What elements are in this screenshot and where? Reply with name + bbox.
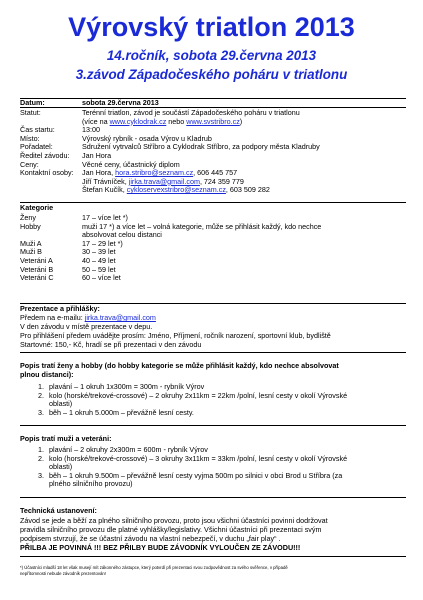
category-name: Hobby	[20, 221, 41, 231]
registration-title: Prezentace a přihlášky:	[20, 304, 100, 313]
category-row	[20, 257, 406, 266]
director-value: Jan Hora	[82, 150, 112, 160]
category-value: muži 17 *) a více let – volná kategorie, může se přihlásit každý, kdo nechce	[82, 221, 322, 231]
item-number: 1.	[38, 445, 44, 454]
statut-row-2	[20, 118, 406, 127]
page-title: Výrovský triatlon 2013	[68, 12, 355, 42]
place-value: Výrovský rybník - osada Výrov u Kladrub	[82, 133, 212, 143]
category-value: 17 – více let *)	[82, 213, 128, 222]
organizer-label: Pořadatel:	[20, 142, 53, 152]
category-row	[20, 248, 406, 257]
divider	[20, 202, 406, 203]
contact-phone: , 603 509 282	[225, 185, 270, 195]
item-text: oblasti)	[49, 462, 73, 472]
item-number: 3.	[38, 470, 44, 480]
contact-phone: , 606 445 757	[193, 168, 238, 178]
item-text: běh – 1 okruh 9.500m – převážně lesní cesty vyjma 500m po silnici v obci Brod u Stříbra (za	[49, 470, 343, 480]
footnote: *) Účastníci mladší 18 let však musejí mít zákonného zástupce, který potvrdí při prezentaci svou zodpovědnost za svého svěřence, v případě	[20, 565, 288, 570]
category-value: 40 – 49 let	[82, 255, 116, 265]
contact-email-link[interactable]: jirka.trava@gmail.com	[128, 176, 200, 186]
contact-person	[82, 186, 270, 195]
category-name: Veteráni A	[20, 255, 53, 265]
statut-label: Statut:	[20, 108, 41, 117]
category-value: 30 – 39 let	[82, 247, 116, 257]
men-course-list	[20, 446, 406, 489]
director-row	[20, 152, 406, 161]
category-name: Muži A	[20, 238, 42, 248]
contact-name: Jiří Trávníček,	[82, 176, 129, 186]
place-label: Místo:	[20, 133, 40, 143]
contact-email-link[interactable]: hora.stribro@seznam.cz	[115, 168, 194, 178]
list-item	[20, 409, 406, 418]
contact-name: Štefan Kučík,	[82, 185, 127, 195]
category-row	[20, 266, 406, 275]
category-name: Veteráni C	[20, 273, 54, 283]
women-course-title: Popis tratí ženy a hobby (do hobby kategorie se může přihlásit každý, kdo nechce absolvovat	[20, 361, 339, 370]
registration-fee: Startovné: 150,- Kč, hradí se při prezentaci v den závodu	[20, 340, 202, 349]
statut-text: (více na	[82, 116, 110, 126]
item-text: kolo (horské/trekové-crossové) – 2 okruhy 2x11km = 22km /polní, lesní cesty v okolí Výrovské	[49, 390, 348, 400]
director-label: Ředitel závodu:	[20, 150, 70, 160]
category-name: Muži B	[20, 247, 42, 257]
item-number: 2.	[38, 453, 44, 463]
categories-list	[20, 214, 406, 283]
category-value: 50 – 59 let	[82, 264, 116, 274]
category-row	[20, 231, 406, 240]
category-row	[20, 240, 406, 249]
contact-name: Jan Hora,	[82, 168, 116, 178]
item-text: běh – 1 okruh 5.000m – převážně lesní cesty.	[49, 407, 194, 417]
prizes-label: Ceny:	[20, 159, 39, 169]
women-course-title-cont: plnou distanci):	[20, 370, 74, 379]
registration-required-info: Pro přihlášení předem uvádějte prosím: Jméno, Příjmení, ročník narození, sportovní klub, bydliště	[20, 331, 331, 340]
start-time-value: 13:00	[82, 125, 100, 135]
divider	[20, 352, 406, 353]
item-text: plavání – 1 okruh 1x300m = 300m - rybník Výrov	[49, 382, 205, 391]
organizer-row	[20, 143, 406, 152]
category-value: 17 – 29 let *)	[82, 238, 123, 248]
statut-text: nebo	[166, 116, 187, 126]
date-label: Datum:	[20, 98, 45, 107]
cup-subtitle: 3.závod Západočeského poháru v triatlonu	[75, 67, 348, 82]
organizer-value: Sdružení vytrvalců Stříbro a Cyklodrak Stříbro, za podpory města Kladruby	[82, 142, 320, 152]
info-table	[20, 109, 406, 195]
registration-onsite: V den závodu v místě prezentace v depu.	[20, 322, 153, 331]
rules-text: Závod se jede a běží za plného silničního provozu, proto jsou všichni účastníci povinni dodržovat	[20, 516, 328, 525]
statut-value: Terénní triatlon, závod je součástí Západočeského poháru v triatlonu	[82, 108, 300, 117]
rules-title: Technická ustanovení:	[20, 506, 97, 515]
start-time-row	[20, 126, 406, 135]
date-value: sobota 29.června 2013	[82, 98, 159, 107]
item-number: 2.	[38, 390, 44, 400]
registration-email-link[interactable]: jirka.trava@gmail.com	[84, 313, 156, 322]
helmet-warning: PŘILBA JE POVINNÁ !!! BEZ PŘILBY BUDE ZÁVODNÍK VYLOUČEN ZE ZÁVODU!!!	[20, 543, 301, 552]
statut-links	[82, 118, 242, 127]
contact-label: Kontaktní osoby:	[20, 168, 74, 178]
statut-text: )	[239, 116, 243, 126]
registration-text: Předem na e-mailu:	[20, 313, 85, 322]
divider	[20, 425, 406, 426]
prizes-value: Věcné ceny, účastnický diplom	[82, 159, 180, 169]
contact-phone: , 724 359 779	[199, 176, 244, 186]
men-course-title: Popis tratí muži a veteráni:	[20, 434, 112, 443]
item-text: plavání – 2 okruhy 2x300m = 600m - rybník Výrov	[49, 445, 208, 454]
categories-title: Kategorie	[20, 203, 54, 212]
contact-email-link[interactable]: cykloservexstribro@seznam.cz	[126, 185, 226, 195]
list-item	[20, 392, 406, 401]
footnote: nepřítomnosti nebude závodník prezentován!	[20, 571, 106, 576]
item-number: 3.	[38, 407, 44, 417]
item-text: plného silničního provozu)	[49, 479, 133, 489]
list-item	[20, 455, 406, 464]
women-course-list	[20, 383, 406, 417]
svstribro-link[interactable]: www.svstribro.cz	[186, 116, 240, 126]
start-time-label: Čas startu:	[20, 125, 55, 135]
category-value: absolvovat celou distanci	[82, 230, 162, 240]
category-row	[20, 223, 406, 232]
category-row	[20, 274, 406, 283]
contact-row	[20, 186, 406, 195]
category-value: 60 – více let	[82, 273, 121, 283]
divider	[20, 556, 406, 557]
item-text: oblasti)	[49, 399, 73, 409]
category-name: Ženy	[20, 213, 36, 222]
category-name: Veteráni B	[20, 264, 54, 274]
rules-text: podpisem stvrzují, že se účastní závodu na vlastní nebezpečí, v duchu „fair play“ .	[20, 534, 281, 543]
list-item	[20, 480, 406, 489]
divider	[20, 497, 406, 498]
cyklodrak-link[interactable]: www.cyklodrak.cz	[109, 116, 167, 126]
item-number: 1.	[38, 382, 44, 391]
item-text: kolo (horské/trekové-crossové) – 3 okruhy 3x11km = 33km /polní, lesní cesty v okolí Výrovské	[49, 453, 348, 463]
event-subtitle: 14.ročník, sobota 29.června 2013	[106, 48, 317, 63]
rules-text: pravidla silničního provozu dle platné vyhlášky/legislativy. Všichni účastníci při prezentaci svým	[20, 525, 322, 534]
